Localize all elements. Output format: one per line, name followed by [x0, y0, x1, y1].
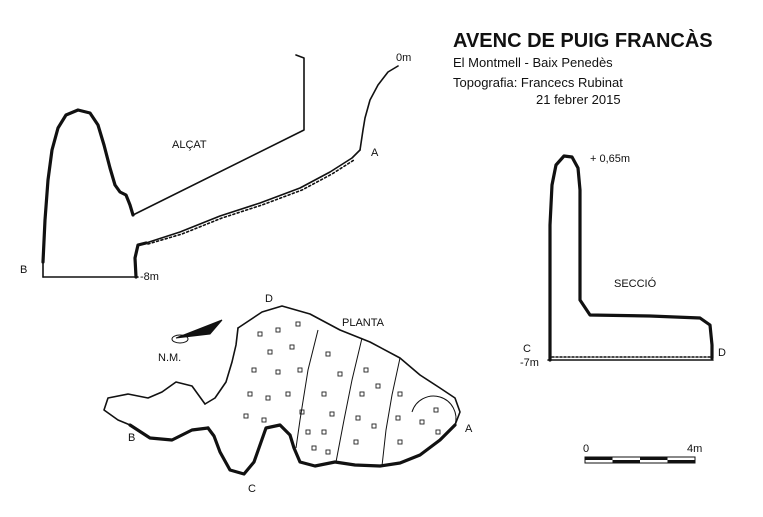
- plan-outline-bend: [205, 328, 238, 404]
- elevation-entrance-wall: [360, 66, 398, 150]
- survey-title: AVENC DE PUIG FRANCÀS: [453, 30, 713, 52]
- section-point-d: D: [718, 347, 726, 359]
- elevation-top-depth: 0m: [396, 52, 412, 64]
- elevation-view: [20, 52, 411, 283]
- scale-bar-segment-1: [585, 457, 613, 460]
- plan-contour-3: [382, 358, 400, 466]
- plan-point-d: D: [265, 293, 273, 305]
- plan-side-chamber: [104, 382, 205, 425]
- section-bottom-depth: -7m: [520, 357, 539, 369]
- section-top-height: + 0,65m: [590, 153, 631, 165]
- plan-point-c: C: [248, 483, 256, 495]
- section-outline: [550, 156, 712, 360]
- section-view: [520, 153, 726, 369]
- scale-bar-segment-2: [613, 460, 641, 463]
- plan-point-a: A: [465, 423, 473, 435]
- elevation-dome-wall: [43, 110, 133, 262]
- header: [453, 29, 713, 107]
- surveyor-text: Topografia: Francecs Rubinat: [453, 75, 623, 90]
- elevation-point-a: A: [371, 147, 379, 159]
- plan-point-b: B: [128, 432, 136, 444]
- location-text: El Montmell - Baix Penedès: [453, 55, 613, 70]
- elevation-rubble-dots: [148, 160, 354, 244]
- elevation-floor-slope: [146, 150, 360, 243]
- scale-bar-segment-3: [640, 457, 668, 460]
- plan-view: [104, 293, 473, 495]
- elevation-upper-wall: [133, 55, 304, 215]
- scale-bar-end: 4m: [687, 443, 703, 455]
- plan-view-label: PLANTA: [342, 317, 384, 329]
- scale-bar-segment-4: [668, 460, 696, 463]
- section-point-c: C: [523, 343, 531, 355]
- survey-date: 21 febrer 2015: [536, 92, 621, 107]
- plan-rubble: [244, 322, 440, 454]
- north-arrow: [172, 320, 222, 343]
- plan-north-label: N.M.: [158, 352, 182, 364]
- plan-side-chamber-floor: [130, 425, 208, 440]
- elevation-view-label: ALÇAT: [172, 139, 207, 151]
- plan-outline-lower: [208, 425, 455, 474]
- elevation-point-b: B: [20, 264, 28, 276]
- scale-bar: [583, 443, 702, 463]
- section-view-label: SECCIÓ: [614, 278, 657, 290]
- scale-bar-start: 0: [583, 443, 590, 455]
- elevation-bottom-depth: -8m: [140, 271, 159, 283]
